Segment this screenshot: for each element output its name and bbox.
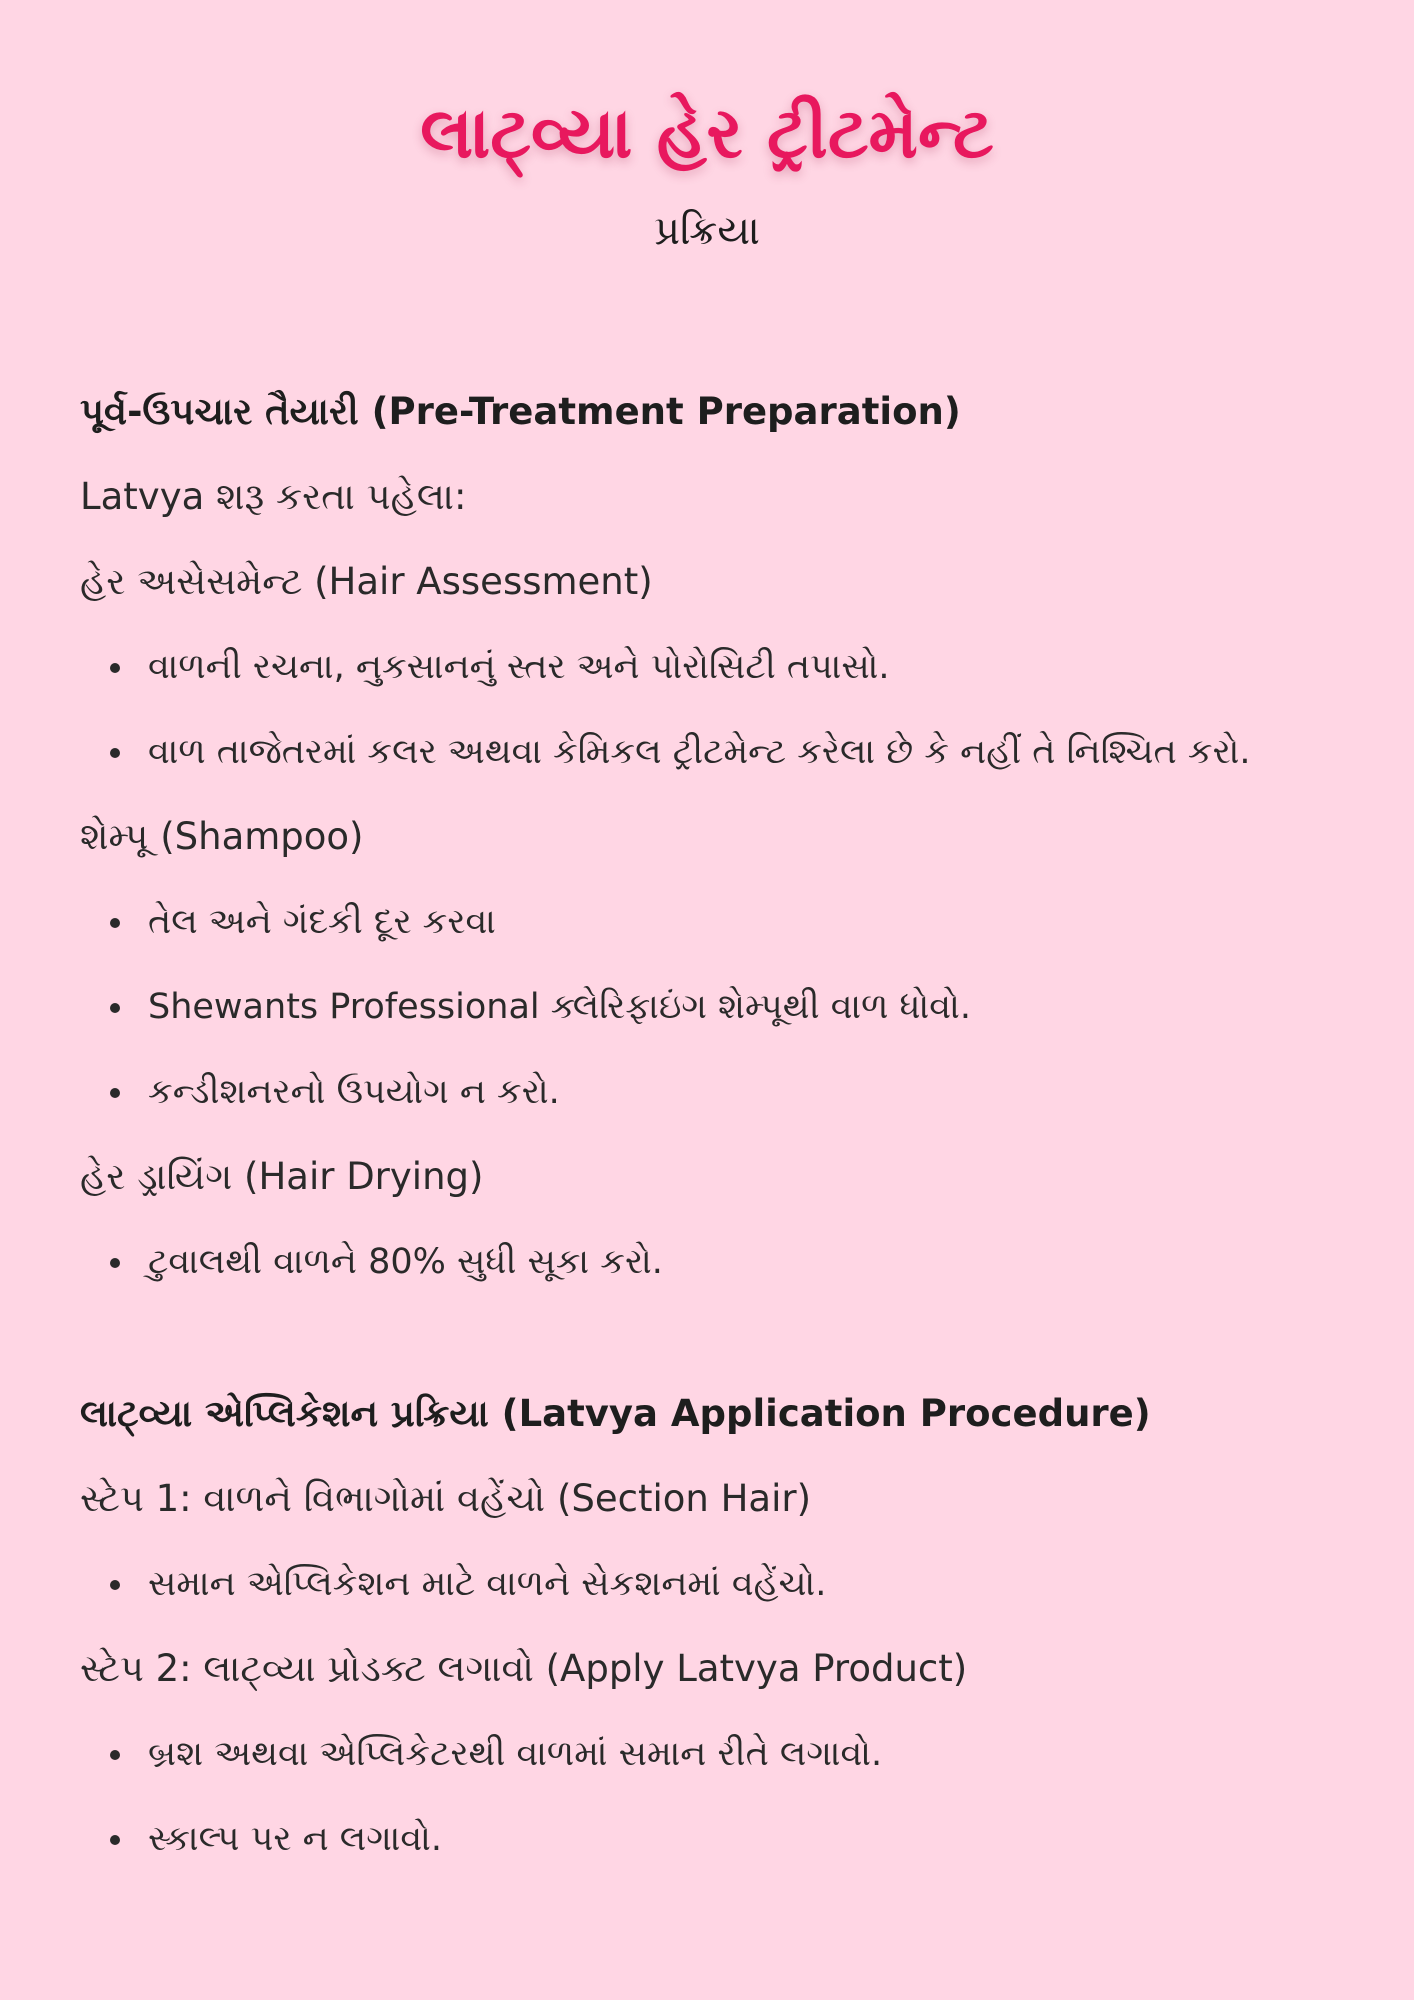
list-item-text: સમાન એપ્લિકેશન માટે વાળને સેકશનમાં વહેંચો. [148, 1564, 827, 1604]
hair-assessment-list [80, 643, 1334, 776]
hair-assessment-label: હેર અસેસમેન્ટ (Hair Assessment) [80, 560, 653, 603]
document-subtitle: પ્રક્રિયા [654, 208, 760, 254]
list-item [80, 1815, 1334, 1863]
list-item [80, 1730, 1334, 1778]
list-item [80, 983, 1334, 1031]
shampoo-list [80, 898, 1334, 1116]
step2-list [80, 1730, 1334, 1863]
list-item-text: ટુવાલથી વાળને 80% સુધી સૂકા કરો. [148, 1242, 663, 1282]
list-item [80, 898, 1334, 946]
bullet-icon [110, 1750, 120, 1760]
step2-label: સ્ટેપ 2: લાટ્વ્યા પ્રોડક્ટ લગાવો (Apply Latvya Product) [80, 1647, 968, 1690]
list-item-text: Shewants Professional ક્લેરિફાઇંગ શેમ્પૂથી વાળ ધોવો. [148, 987, 971, 1027]
list-item [80, 1238, 1334, 1286]
list-item [80, 1560, 1334, 1608]
bullet-icon [110, 1580, 120, 1590]
list-item-text: સ્કાલ્પ પર ન લગાવો. [148, 1819, 443, 1859]
step1-list [80, 1560, 1334, 1608]
list-item-text: બ્રશ અથવા એપ્લિકેટરથી વાળમાં સમાન રીતે લગાવો. [148, 1734, 883, 1774]
bullet-icon [110, 663, 120, 673]
intro-text: Latvya શરૂ કરતા પહેલા: [80, 475, 467, 518]
document-title: લાટ્વ્યા હેર ટ્રીટમેન્ટ [420, 92, 994, 174]
list-item [80, 728, 1334, 776]
section-heading-application: લાટ્વ્યા એપ્લિકેશન પ્રક્રિયા (Latvya Application Procedure) [80, 1392, 1151, 1435]
list-item-text: વાળની રચના, નુકસાનનું સ્તર અને પોરોસિટી તપાસો. [148, 647, 890, 687]
bullet-icon [110, 1088, 120, 1098]
step1-label: સ્ટેપ 1: વાળને વિભાગોમાં વહેંચો (Section Hair) [80, 1477, 812, 1520]
list-item-text: તેલ અને ગંદકી દૂર કરવા [148, 902, 496, 942]
bullet-icon [110, 748, 120, 758]
bullet-icon [110, 1258, 120, 1268]
bullet-icon [110, 918, 120, 928]
bullet-icon [110, 1835, 120, 1845]
shampoo-label: શેમ્પૂ (Shampoo) [80, 815, 364, 858]
list-item-text: વાળ તાજેતરમાં કલર અથવા કેમિકલ ટ્રીટમેન્ટ કરેલા છે કે નહીં તે નિશ્ચિત કરો. [148, 732, 1251, 772]
list-item [80, 643, 1334, 691]
bullet-icon [110, 1003, 120, 1013]
section-heading-pre-treatment: પૂર્વ-ઉપચાર તૈયારી (Pre-Treatment Preparation) [80, 390, 961, 433]
list-item-text: કન્ડીશનરનો ઉપયોગ ન કરો. [148, 1072, 560, 1112]
hair-drying-list [80, 1238, 1334, 1286]
list-item [80, 1068, 1334, 1116]
hair-drying-label: હેર ડ્રાયિંગ (Hair Drying) [80, 1155, 484, 1198]
